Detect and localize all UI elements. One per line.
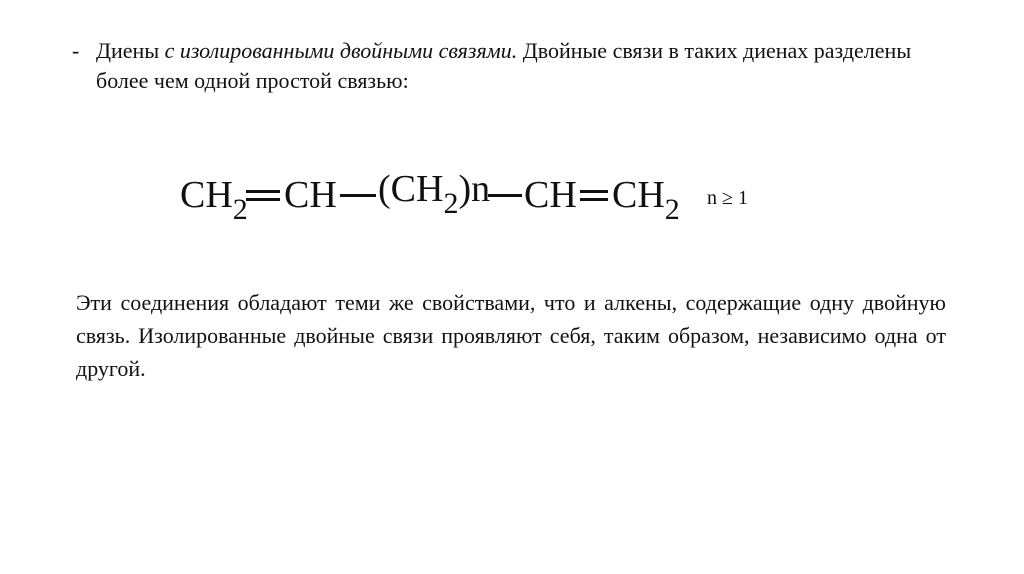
- formula-g3-close: )n: [458, 168, 491, 210]
- explanation-paragraph: Эти соединения обладают теми же свойствами, что и алкены, содержащие одну двойную связь. Изолированные двойные связи проявляют себя, таким образом, независимо одна от другой.: [76, 290, 946, 381]
- bullet-dash: -: [72, 38, 80, 63]
- formula-g5: CH: [612, 174, 665, 216]
- bullet-definition: [72, 36, 952, 96]
- bullet-lead: Диены: [96, 38, 165, 63]
- formula-group-ch2-right: [612, 168, 680, 225]
- double-bond-2: [580, 190, 608, 193]
- single-bond-1: [340, 194, 376, 197]
- bullet-rest: Двойные связи в таких диенах разделены более чем одной простой связью:: [96, 38, 912, 93]
- double-bond-1: [246, 190, 280, 193]
- bullet-text: [96, 36, 952, 96]
- formula-g5-sub: 2: [664, 193, 680, 226]
- bullet-term: с изолированными двойными связями.: [164, 38, 518, 63]
- formula-group-ch-1: CH: [284, 174, 337, 216]
- diene-formula: [180, 168, 780, 228]
- formula-group-ch-2: CH: [524, 174, 577, 216]
- formula-g3-sub: 2: [443, 187, 459, 220]
- formula-g3-open: (CH: [378, 168, 444, 210]
- formula-group-ch2n: [378, 162, 490, 219]
- formula-g1-sub: 2: [232, 193, 248, 226]
- formula-group-ch2-left: [180, 168, 248, 225]
- formula-condition: n ≥ 1: [707, 187, 748, 209]
- single-bond-2: [488, 194, 522, 197]
- formula-g1: CH: [180, 174, 233, 216]
